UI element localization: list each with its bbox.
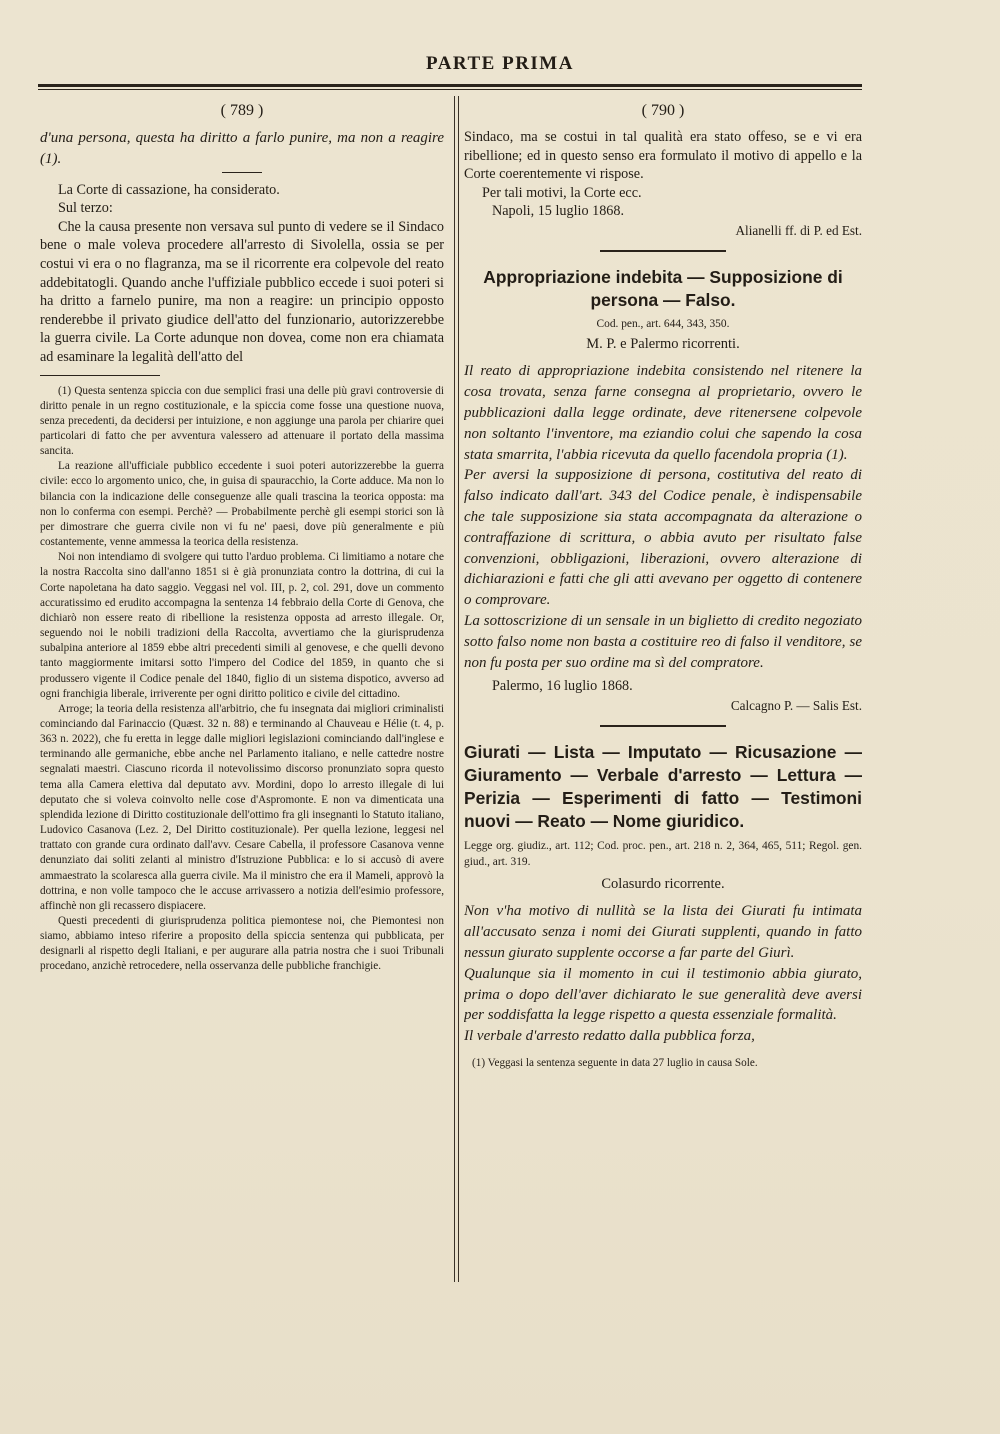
parties: M. P. e Palermo ricorrenti.	[586, 336, 740, 353]
code-references: Legge org. giudiz., art. 112; Cod. proc. pen., art. 218 n. 2, 364, 465, 511; Regol. gen. giud., art. 319.	[464, 840, 862, 868]
body-paragraph: Sul terzo:	[58, 200, 113, 217]
case-title: Giurati — Lista — Imputato — Ricusazione — Giuramento — Verbale d'arresto — Lettura — Perizia — Esperimenti di fatto — Testimoni nuovi — Reato — Nome giuridico.	[464, 742, 862, 832]
body-paragraph: Che la causa presente non versava sul punto di vedere se il Sindaco bene o male voleva procedere all'arresto di Sivolella, ossia se per costui vi era o no flagranza, ma se il ricorrente era colpevole del reato addebitatogli. Quando anche l'uffiziale pubblico eccede i suoi poteri si ha dritto a farnelo punire, ma non a reagire: un principio opposto renderebbe il privato giudice dell'atto del funzionario, autorizzerebbe la guerra civile. La Corte adunque non dovea, come non era chiamata ad esaminare la legalità dell'atto del	[40, 218, 444, 365]
signature: Calcagno P. — Salis Est.	[730, 698, 862, 714]
footnote-paragraph: Noi non intendiamo di svolgere qui tutto l'arduo problema. Ci limitiamo a notare che la nostra Raccolta sino dall'anno 1851 si è già pronunziata contro la dottrina, di cui la Corte napoletana ha dato saggio. Veggasi nel vol. III, p. 2, col. 291, dove un commento accuratissimo ed erudito accompagna la sentenza 14 febbraio della Corte di Genova, che dichiarò non essere reato di ribellione la resistenza opposta ad arresto illegale. Or, seguendo noi le nobili tradizioni della Raccolta, avvertiamo che la giurisprudenza subalpina anteriore al 1859 ebbe altri precedenti simili al genovese, e che quelli devono tanto maggiormente imitarsi sotto l'impero del Codice del 1859, in quanto che si produssero vigente il Codice penale del 1840, figlio di un sistema dispotico, avverso ad ogni franchigia liberale, irriverente per ogni diritto politico e civile del cittadino.	[40, 551, 444, 700]
column-number: ( 790 )	[641, 102, 685, 119]
right-column	[464, 96, 862, 1069]
footnote-paragraph: La reazione all'ufficiale pubblico eccedente i suoi poteri autorizzerebbe la guerra civile: ecco lo argomento unico, che, in guisa di spauracchio, la Corte adduce. Ma non lo bilancia con la indicazione delle conseguenze alle quali trascina la teorica opposta: ma non lo conferma con esempi. Perchè? — Probabilmente perchè gli esempi storici son là per dimostrare che guerra civile non vi fu ne' paesi, dove più generalmente e più costantemente, venne ammessa la teorica della resistenza.	[40, 460, 444, 549]
column-divider	[454, 96, 455, 1282]
column-divider	[458, 96, 459, 1282]
signature: Alianelli ff. di P. ed Est.	[735, 223, 862, 239]
massima: La sottoscrizione di un sensale in un biglietto di credito negoziato sotto falso nome non basta a costituire reo di falso il venditore, se non fu posta per suo ordine ma sì del compratore.	[464, 612, 862, 671]
column-number: ( 789 )	[220, 102, 264, 119]
header-rule	[38, 84, 862, 90]
body-paragraph: Sindaco, ma se costui in tal qualità era stato offeso, se e vi era ribellione; ed in questo senso era formulato il motivo di appello e la Corte coerentemente vi rispose.	[464, 129, 862, 183]
footnote-paragraph: Questi precedenti di giurisprudenza politica piemontese noi, che Piemontesi non siamo, abbiamo inteso riferire a proposito della spiccia sentenza qui pubblicata, per designarli al rispetto degli Italiani, e per augurare alla patria nostra che i suoi Tribunali procedano, anzichè retrocedere, nella osservanza delle pubbliche franchigie.	[40, 915, 444, 973]
section-separator	[600, 250, 726, 252]
footnote-paragraph: Arroge; la teoria della resistenza all'arbitrio, che fu insegnata dai migliori criminalisti cominciando dal Farinaccio (Quæst. 32 n. 88) e terminando al Chauveau e Hélie (t. 4, p. 363 n. 2022), che fu eretta in legge dalle migliori legislazioni cominciando dall'inglese e terminando alle germaniche, ebbe anche nel Parlamento italiano, e nelle cattedre nostre segnalati maestri. Ciascuno ricorda il notevolissimo discorso pronunziato sopra questo tema alla Camera elettiva dal deputato avv. Mordini, dopo lo arresto illegale di lui deputato che si voleva coinvolto nelle cose d'Aspromonte. E non va dimenticata una splendida lezione di Diritto costituzionale dell'ottimo fra gli insegnanti lo Statuto italiano, Ludovico Casanova (Lez. 2, Del Diritto costituzionale). Per quella lezione, leggesi nel trattato con grande cura ordinato dall'avv. Cesare Cabella, il professore Casanova venne denunziato dai soliti zelanti al ministro d'Istruzione Pubblica: e lo si accusò di avere ammaestrato la scolaresca alla guerra civile. Ma il ministro che era il Mameli, approvò la dottrina, e non volle tampoco che le accuse arrivassero a notizia dell'esimio professore, affinchè non gli recassero dispiacere.	[40, 702, 444, 912]
massima: Qualunque sia il momento in cui il testimonio abbia giurato, prima o dopo dell'aver dichiarato le sue generalità deve aversi per soddisfatta la legge rispetto a questa essenziale formalità.	[464, 965, 862, 1024]
parties: Colasurdo ricorrente.	[601, 876, 725, 893]
case-title: Appropriazione indebita — Supposizione di persona — Falso.	[483, 267, 843, 311]
section-separator	[600, 725, 726, 727]
massima: d'una persona, questa ha diritto a farlo punire, ma non a reagire (1).	[40, 130, 444, 167]
decision-date: Napoli, 15 luglio 1868.	[492, 203, 625, 220]
massima: Il verbale d'arresto redatto dalla pubblica forza,	[464, 1028, 755, 1045]
footnote-rule	[40, 375, 160, 376]
short-rule	[222, 172, 262, 173]
body-paragraph: La Corte di cassazione, ha considerato.	[58, 181, 280, 198]
massima: Il reato di appropriazione indebita consistendo nel ritenere la cosa trovata, senza farne consegna al proprietario, ovvero le pubblicazioni dalla legge ordinate, deve ritenersene colpevole non soltanto l'inventore, ma eziandio colui che sapendo la cosa stata smarrita, l'abbia ricevuta da quello facendola propria (1).	[464, 363, 862, 463]
footnote: (1) Veggasi la sentenza seguente in data 27 luglio in causa Sole.	[472, 1056, 758, 1069]
massima: Non v'ha motivo di nullità se la lista dei Giurati fu intimata all'accusato senza i nomi dei Giurati supplenti, quando in fatto nessun giurato supplente occorse a far parte del Giurì.	[464, 903, 862, 961]
decision-date: Palermo, 16 luglio 1868.	[492, 678, 633, 695]
footnote-paragraph: (1) Questa sentenza spiccia con due semplici frasi una delle più gravi controversie di diritto penale in un regno costituzionale, e la spiccia come fosse una questione nuova, senza precedenti, da decidersi per intuizione, e non aggiunge una parola per chiarire quei particolari di fatto che per avventura valessero ad attenuare il portato della massima sancita.	[40, 384, 444, 458]
page-header: PARTE PRIMA	[426, 53, 574, 74]
left-column	[40, 96, 444, 975]
closing-formula: Per tali motivi, la Corte ecc.	[482, 184, 642, 201]
massima: Per aversi la supposizione di persona, costitutiva del reato di falso indicato dall'art. 343 del Codice penale, è indispensabile che tale supposizione sia stata accompagnata da alterazione o contraffazione di scrittura, o abbia avuto per risultato false convenzioni, obbligazioni, liberazioni, ovvero alterazione di dichiarazioni e fatti che gli atti avevano per oggetto di contenere o comprovare.	[464, 467, 862, 609]
code-references: Cod. pen., art. 644, 343, 350.	[596, 318, 730, 331]
